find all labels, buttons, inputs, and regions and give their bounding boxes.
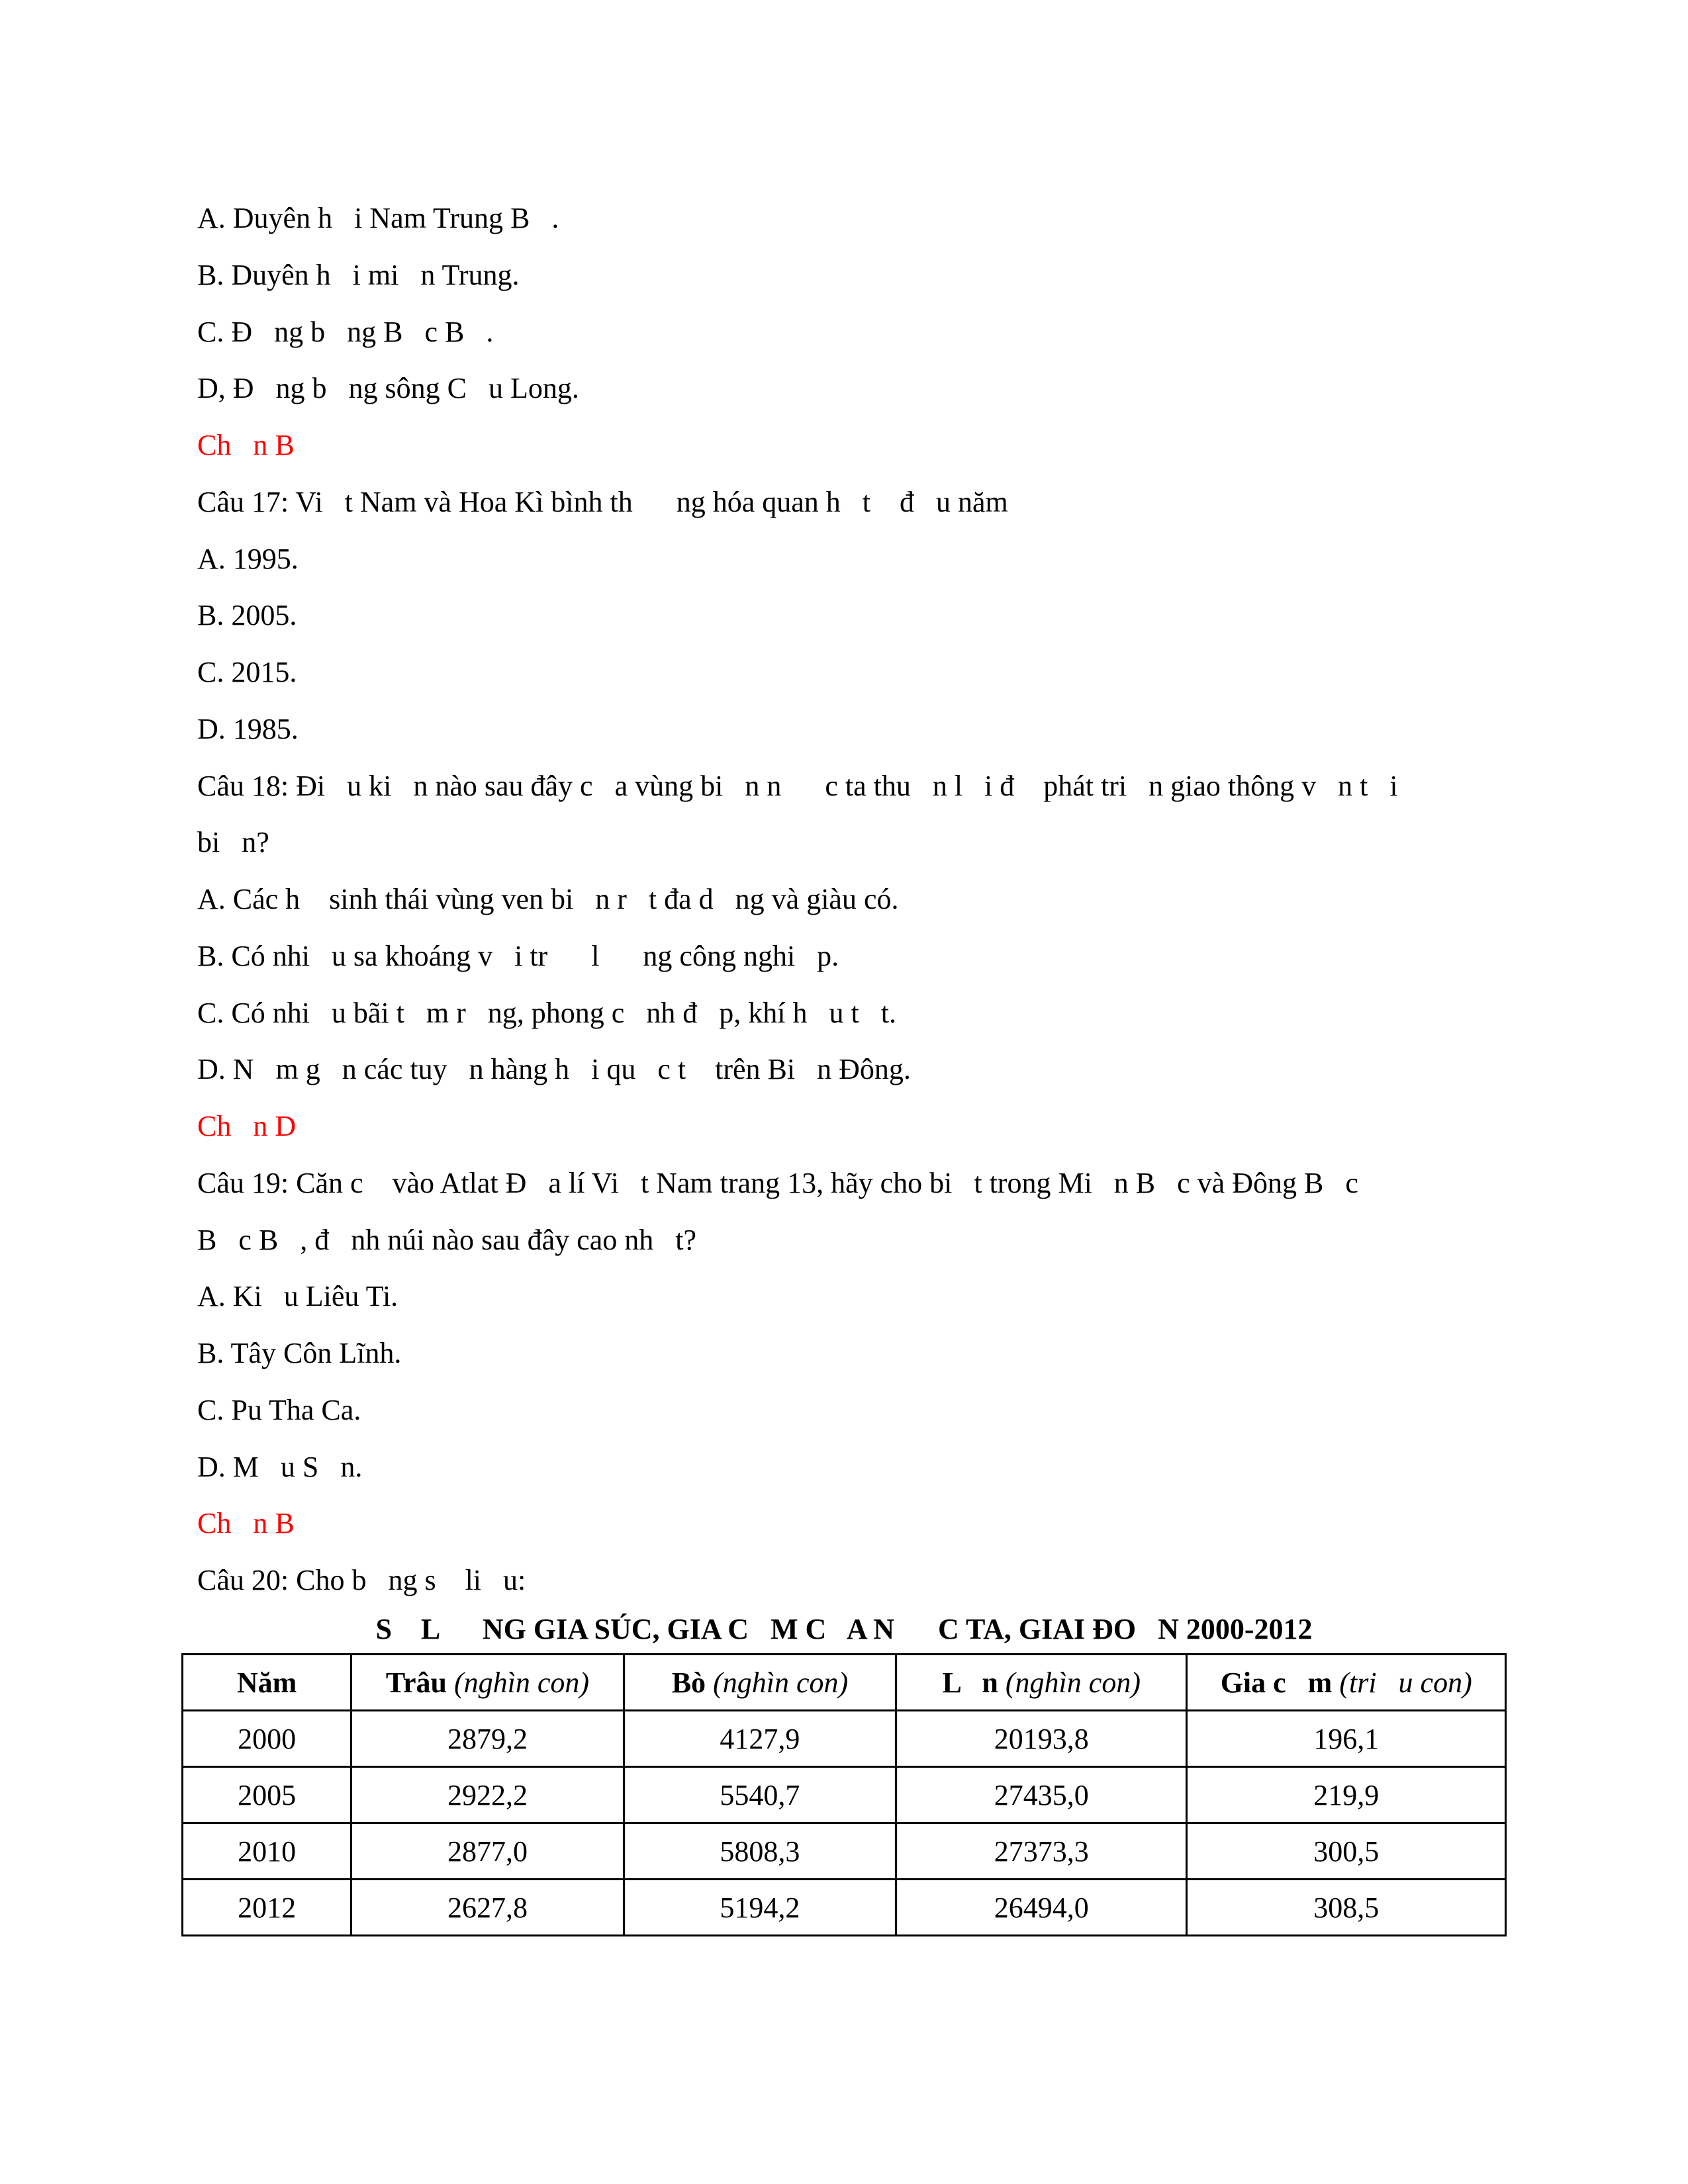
q17-option-d: D. 1985. xyxy=(197,713,299,745)
cell-cattle: 5194,2 xyxy=(624,1880,896,1936)
header-pig: L n (nghìn con) xyxy=(896,1655,1187,1711)
cell-cattle: 4127,9 xyxy=(624,1711,896,1767)
cell-pig: 27435,0 xyxy=(896,1767,1187,1823)
q18-question: Câu 18: Đi u ki n nào sau đây c a vùng bi n n c ta thu n l i đ phát tri n giao thông v n t i xyxy=(197,770,1398,802)
header-poultry: Gia c m (tri u con) xyxy=(1187,1655,1506,1711)
table-row xyxy=(183,1880,1506,1936)
q17-option-b: B. 2005. xyxy=(197,599,297,631)
q16-option-d: D, Đ ng b ng sông C u Long. xyxy=(197,372,579,404)
q19-option-a: A. Ki u Liêu Ti. xyxy=(197,1280,399,1312)
table-title: S L NG GIA SÚC, GIA C M C A N C TA, GIAI ĐO N 2000-2012 xyxy=(375,1613,1313,1645)
q20-question: Câu 20: Cho b ng s li u: xyxy=(197,1564,526,1596)
q19-question-cont: B c B , đ nh núi nào sau đây cao nh t? xyxy=(197,1224,696,1256)
q19-question: Câu 19: Căn c vào Atlat Đ a lí Vi t Nam trang 13, hãy cho bi t trong Mi n B c và Đông B c xyxy=(197,1167,1358,1199)
cell-poultry: 219,9 xyxy=(1187,1767,1506,1823)
q17-question: Câu 17: Vi t Nam và Hoa Kì bình th ng hóa quan h t đ u năm xyxy=(197,486,1008,518)
cell-pig: 20193,8 xyxy=(896,1711,1187,1767)
q16-option-a: A. Duyên h i Nam Trung B . xyxy=(197,202,559,234)
cell-year: 2005 xyxy=(183,1767,352,1823)
q17-option-c: C. 2015. xyxy=(197,656,297,688)
q19-option-c: C. Pu Tha Ca. xyxy=(197,1394,361,1426)
table-header-row xyxy=(183,1655,1506,1711)
header-year: Năm xyxy=(183,1655,352,1711)
cell-poultry: 196,1 xyxy=(1187,1711,1506,1767)
header-cattle: Bò (nghìn con) xyxy=(624,1655,896,1711)
livestock-table xyxy=(181,1653,1507,1936)
table-row xyxy=(183,1711,1506,1767)
cell-buffalo: 2627,8 xyxy=(352,1880,624,1936)
q18-option-d: D. N m g n các tuy n hàng h i qu c t trên Bi n Đông. xyxy=(197,1053,911,1085)
q18-option-a: A. Các h sinh thái vùng ven bi n r t đa d ng và giàu có. xyxy=(197,883,899,915)
cell-buffalo: 2877,0 xyxy=(352,1823,624,1880)
cell-poultry: 300,5 xyxy=(1187,1823,1506,1880)
q18-option-c: C. Có nhi u bãi t m r ng, phong c nh đ p, khí h u t t. xyxy=(197,997,896,1029)
cell-year: 2010 xyxy=(183,1823,352,1880)
q19-answer: Ch n B xyxy=(197,1507,295,1539)
cell-year: 2000 xyxy=(183,1711,352,1767)
q18-option-b: B. Có nhi u sa khoáng v i tr l ng công nghi p. xyxy=(197,940,839,972)
q16-option-b: B. Duyên h i mi n Trung. xyxy=(197,259,520,291)
table-row xyxy=(183,1767,1506,1823)
cell-buffalo: 2879,2 xyxy=(352,1711,624,1767)
cell-pig: 26494,0 xyxy=(896,1880,1187,1936)
cell-pig: 27373,3 xyxy=(896,1823,1187,1880)
cell-cattle: 5540,7 xyxy=(624,1767,896,1823)
q17-option-a: A. 1995. xyxy=(197,543,299,575)
cell-buffalo: 2922,2 xyxy=(352,1767,624,1823)
header-buffalo: Trâu (nghìn con) xyxy=(352,1655,624,1711)
q16-answer: Ch n B xyxy=(197,429,295,461)
table-row xyxy=(183,1823,1506,1880)
q19-option-d: D. M u S n. xyxy=(197,1451,363,1483)
cell-year: 2012 xyxy=(183,1880,352,1936)
q16-option-c: C. Đ ng b ng B c B . xyxy=(197,316,494,348)
q19-option-b: B. Tây Côn Lĩnh. xyxy=(197,1337,402,1369)
cell-cattle: 5808,3 xyxy=(624,1823,896,1880)
q18-answer: Ch n D xyxy=(197,1110,297,1142)
cell-poultry: 308,5 xyxy=(1187,1880,1506,1936)
q18-question-cont: bi n? xyxy=(197,826,269,858)
